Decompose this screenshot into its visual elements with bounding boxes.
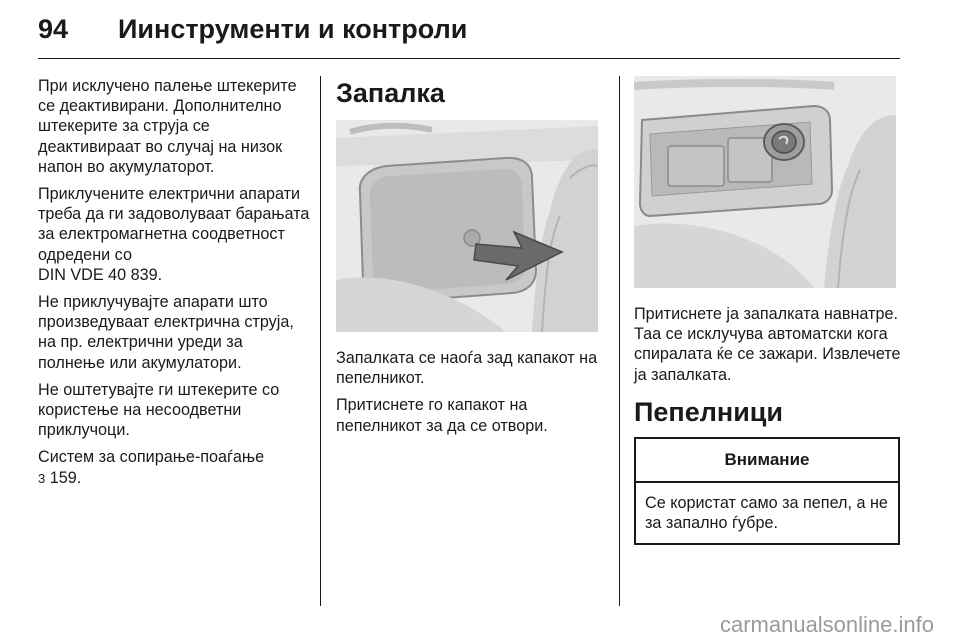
paragraph-no-damage: Не оштетувајте ги штекерите со користење на несоодветни приклучоци. xyxy=(38,380,280,440)
ashtray-cover-illustration xyxy=(336,120,598,332)
section-heading-lighter: Запалка xyxy=(336,78,445,108)
page-number: 94 xyxy=(38,14,69,44)
paragraph-push-lighter: Притиснете ја запалката навнатре. Таа се исклучува автоматски кога спиралата ќе се зажари. Извлечете ја запалката. xyxy=(634,305,901,384)
reference-arrow-icon: 3 xyxy=(38,470,46,486)
paragraph-open-cover: Притиснете го капакот на пепелникот за да се отвори. xyxy=(336,396,548,435)
caution-box xyxy=(634,437,900,545)
column-divider-2 xyxy=(619,76,620,606)
paragraph-stop-start-ref xyxy=(38,447,310,488)
din-standard: DIN VDE 40 839. xyxy=(38,265,163,284)
column-left xyxy=(38,76,310,496)
cigarette-lighter-illustration xyxy=(634,76,896,288)
caution-text: Се користат само за пепел, а не за запално ѓубре. xyxy=(645,493,888,533)
caution-title: Внимание xyxy=(636,439,898,483)
reference-page-link[interactable]: 159. xyxy=(49,468,82,487)
paragraph-no-power-generators: Не приклучувајте апарати што произведуваат електрична струја, на пр. електрични уреди за полнење или акумулатори. xyxy=(38,293,294,372)
column-right xyxy=(634,76,904,545)
watermark: carmanualsonline.info xyxy=(719,612,934,637)
stop-start-text: Систем за сопирање-поаѓање xyxy=(38,448,265,467)
emc-text: Приклучените електрични апарати треба да ги задоволуваат барањата за електромагнетна соодветност одредени со xyxy=(38,185,310,264)
column-divider-1 xyxy=(320,76,321,606)
header-divider xyxy=(38,58,900,59)
paragraph-emc-requirements xyxy=(38,184,310,285)
paragraph-lighter-location: Запалката се наоѓа зад капакот на пепелникот. xyxy=(336,349,598,388)
paragraph-sockets-deactivated: При исклучено палење штекерите се деактивирани. Дополнително штекерите за струја се деактивираат во случај на низок напон во акумулаторот. xyxy=(38,77,297,176)
section-heading-ashtrays: Пепелници xyxy=(634,396,784,427)
column-middle xyxy=(336,76,606,443)
page-title: Иинструменти и контроли xyxy=(118,14,468,44)
